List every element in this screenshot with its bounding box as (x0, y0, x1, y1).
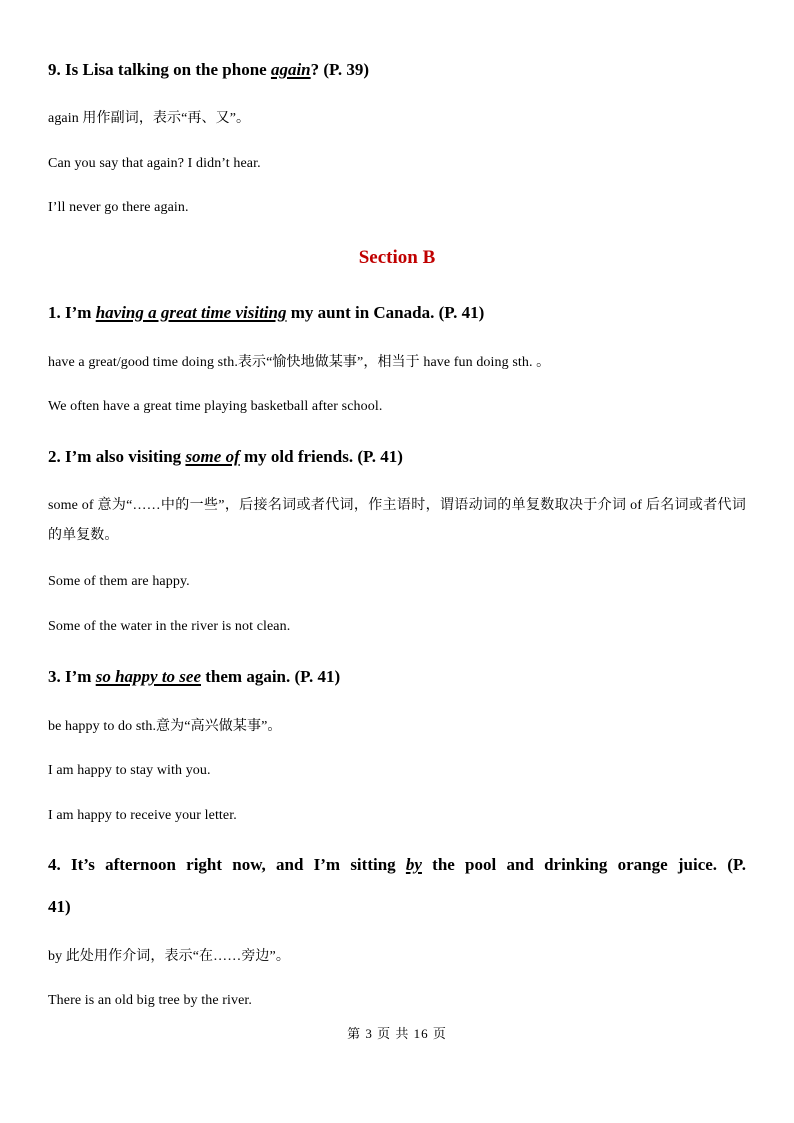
item-b2-explanation: some of 意为“……中的一些”，后接名词或者代词，作主语时，谓语动词的单复数取决于介词 of 后名词或者代词的单复数。 (48, 498, 746, 543)
heading-keyword: again (270, 60, 311, 79)
item-b3-heading (48, 667, 746, 687)
heading-keyword: by (405, 855, 422, 874)
example-sentence: There is an old big tree by the river. (48, 993, 253, 1008)
item-b3-explanation: be happy to do sth.意为“高兴做某事”。 (48, 719, 282, 734)
example-sentence: I’ll never go there again. (48, 200, 189, 215)
heading-text: 9. Is Lisa talking on the phone (48, 60, 271, 79)
heading-text: the pool and drinking orange juice. (P. (421, 855, 747, 874)
item-b1-heading (48, 303, 746, 323)
example-sentence: Can you say that again? I didn’t hear. (48, 156, 261, 171)
section-title: Section B (358, 247, 436, 268)
heading-text: 4. It’s afternoon right now, and I’m sitting (48, 855, 406, 874)
item-b4-heading (48, 855, 746, 875)
item-9-explanation: again 用作副词，表示“再、又”。 (48, 111, 251, 126)
item-b4-explanation: by 此处用作介词，表示“在……旁边”。 (48, 949, 290, 964)
heading-text: ? (P. 39) (310, 60, 370, 79)
item-b1-explanation: have a great/good time doing sth.表示“愉快地做某事”，相当于 have fun doing sth. 。 (48, 355, 551, 370)
item-9-heading (48, 60, 746, 80)
example-sentence: I am happy to receive your letter. (48, 808, 237, 823)
example-sentence: We often have a great time playing basketball after school. (48, 399, 383, 414)
heading-keyword: so happy to see (95, 667, 201, 686)
heading-text: my aunt in Canada. (P. 41) (286, 303, 485, 322)
heading-keyword: some of (185, 447, 240, 466)
example-sentence: I am happy to stay with you. (48, 763, 211, 778)
item-b2-heading (48, 447, 746, 467)
heading-text: 3. I’m (48, 667, 96, 686)
page-footer: 第 3 页 共 16 页 (347, 1026, 447, 1041)
heading-keyword: having a great time visiting (95, 303, 287, 322)
heading-text: my old friends. (P. 41) (239, 447, 403, 466)
example-sentence: Some of them are happy. (48, 574, 190, 589)
example-sentence: Some of the water in the river is not clean. (48, 619, 291, 634)
item-b4-heading-continuation: 41) (48, 897, 71, 916)
heading-text: them again. (P. 41) (201, 667, 341, 686)
heading-text: 2. I’m also visiting (48, 447, 186, 466)
heading-text: 1. I’m (48, 303, 96, 322)
